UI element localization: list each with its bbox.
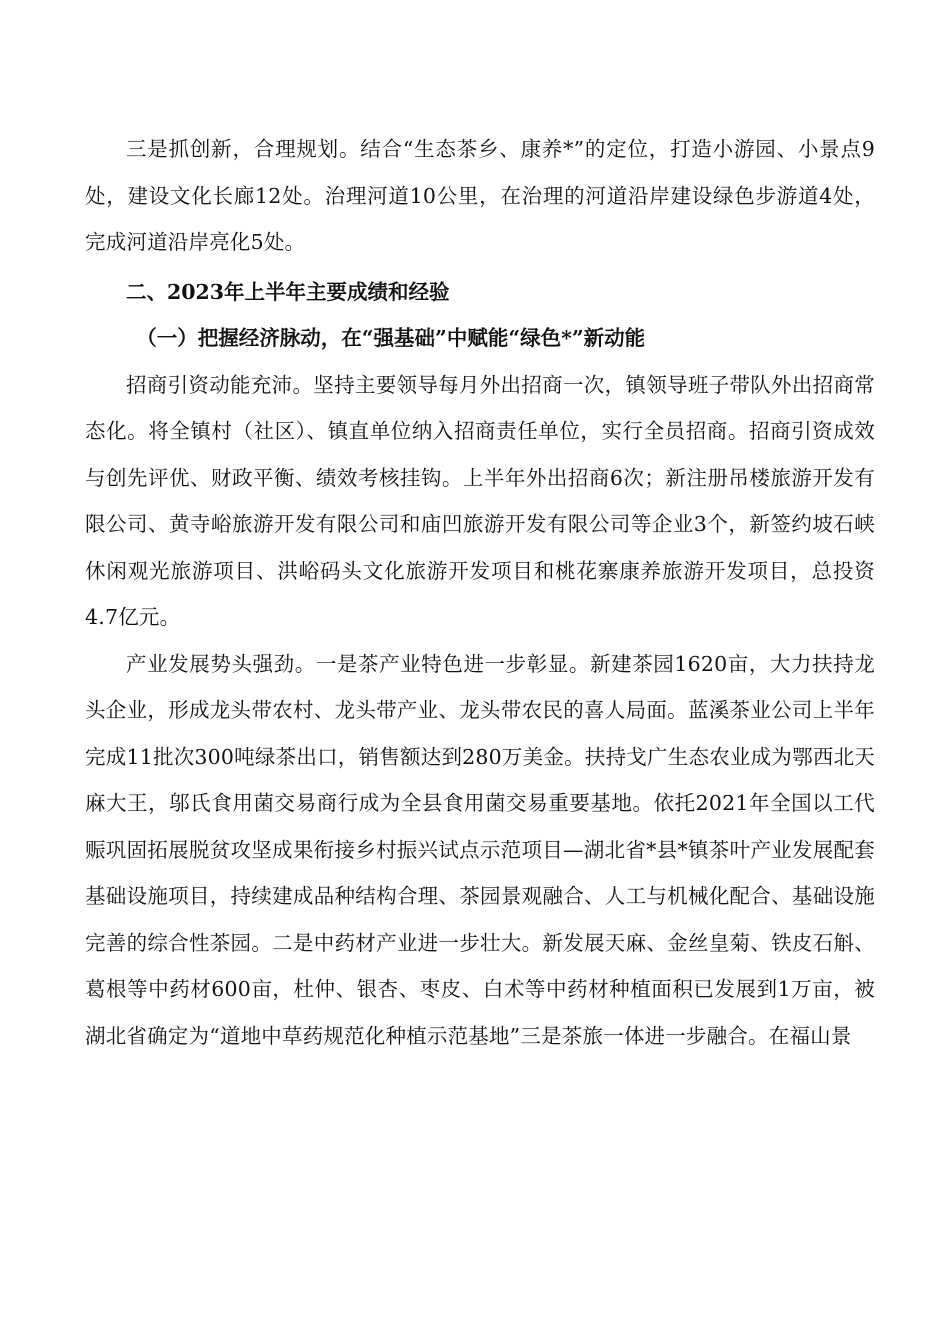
subsection-heading-economic-pulse: （一）把握经济脉动，在“强基础”中赋能“绿色*”新动能: [136, 326, 646, 350]
paragraph-investment-attraction: 招商引资动能充沛。坚持主要领导每月外出招商一次，镇领导班子带队外出招商常态化。将全镇村（社区）、镇直单位纳入招商责任单位，实行全员招商。招商引资成效与创先评优、财政平衡、绩效考核挂钩。上半年外出招商6次；新注册吊楼旅游开发有限公司、黄寺峪旅游开发有限公司和庙凹旅游开发有限公司等企业3个，新签约坡石峡休闲观光旅游项目、洪峪码头文化旅游开发项目和桃花寨康养旅游开发项目，总投资4.7亿元。: [85, 372, 875, 629]
paragraph-industry-development: 产业发展势头强劲。一是茶产业特色进一步彰显。新建茶园1620亩，大力扶持龙头企业，形成龙头带农村、龙头带产业、龙头带农民的喜人局面。蓝溪茶业公司上半年完成11批次300吨绿茶出口，销售额达到280万美金。扶持戈广生态农业成为鄂西北天麻大王，邬氏食用菌交易商行成为全县食用菌交易重要基地。依托2021年全国以工代赈巩固拓展脱贫攻坚成果衔接乡村振兴试点示范项目—湖北省*县*镇茶叶产业发展配套基础设施项目，持续建成品种结构合理、茶园景观融合、人工与机械化配合、基础设施完善的综合性茶园。二是中药材产业进一步壮大。新发展天麻、金丝皇菊、铁皮石斛、葛根等中药材600亩，杜仲、银杏、枣皮、白术等中药材种植面积已发展到1万亩，被湖北省确定为“道地中草药规范化种植示范基地”三是茶旅一体进一步融合。在福山景: [85, 651, 875, 1048]
document-body: [85, 126, 875, 1059]
paragraph-innovation-planning: 三是抓创新，合理规划。结合“生态茶乡、康养*”的定位，打造小游园、小景点9处，建设文化长廊12处。治理河道10公里，在治理的河道沿岸建设绿色步游道4处，完成河道沿岸亮化5处。: [85, 137, 875, 254]
section-heading-2023-achievements: 二、2023年上半年主要成绩和经验: [126, 279, 450, 304]
